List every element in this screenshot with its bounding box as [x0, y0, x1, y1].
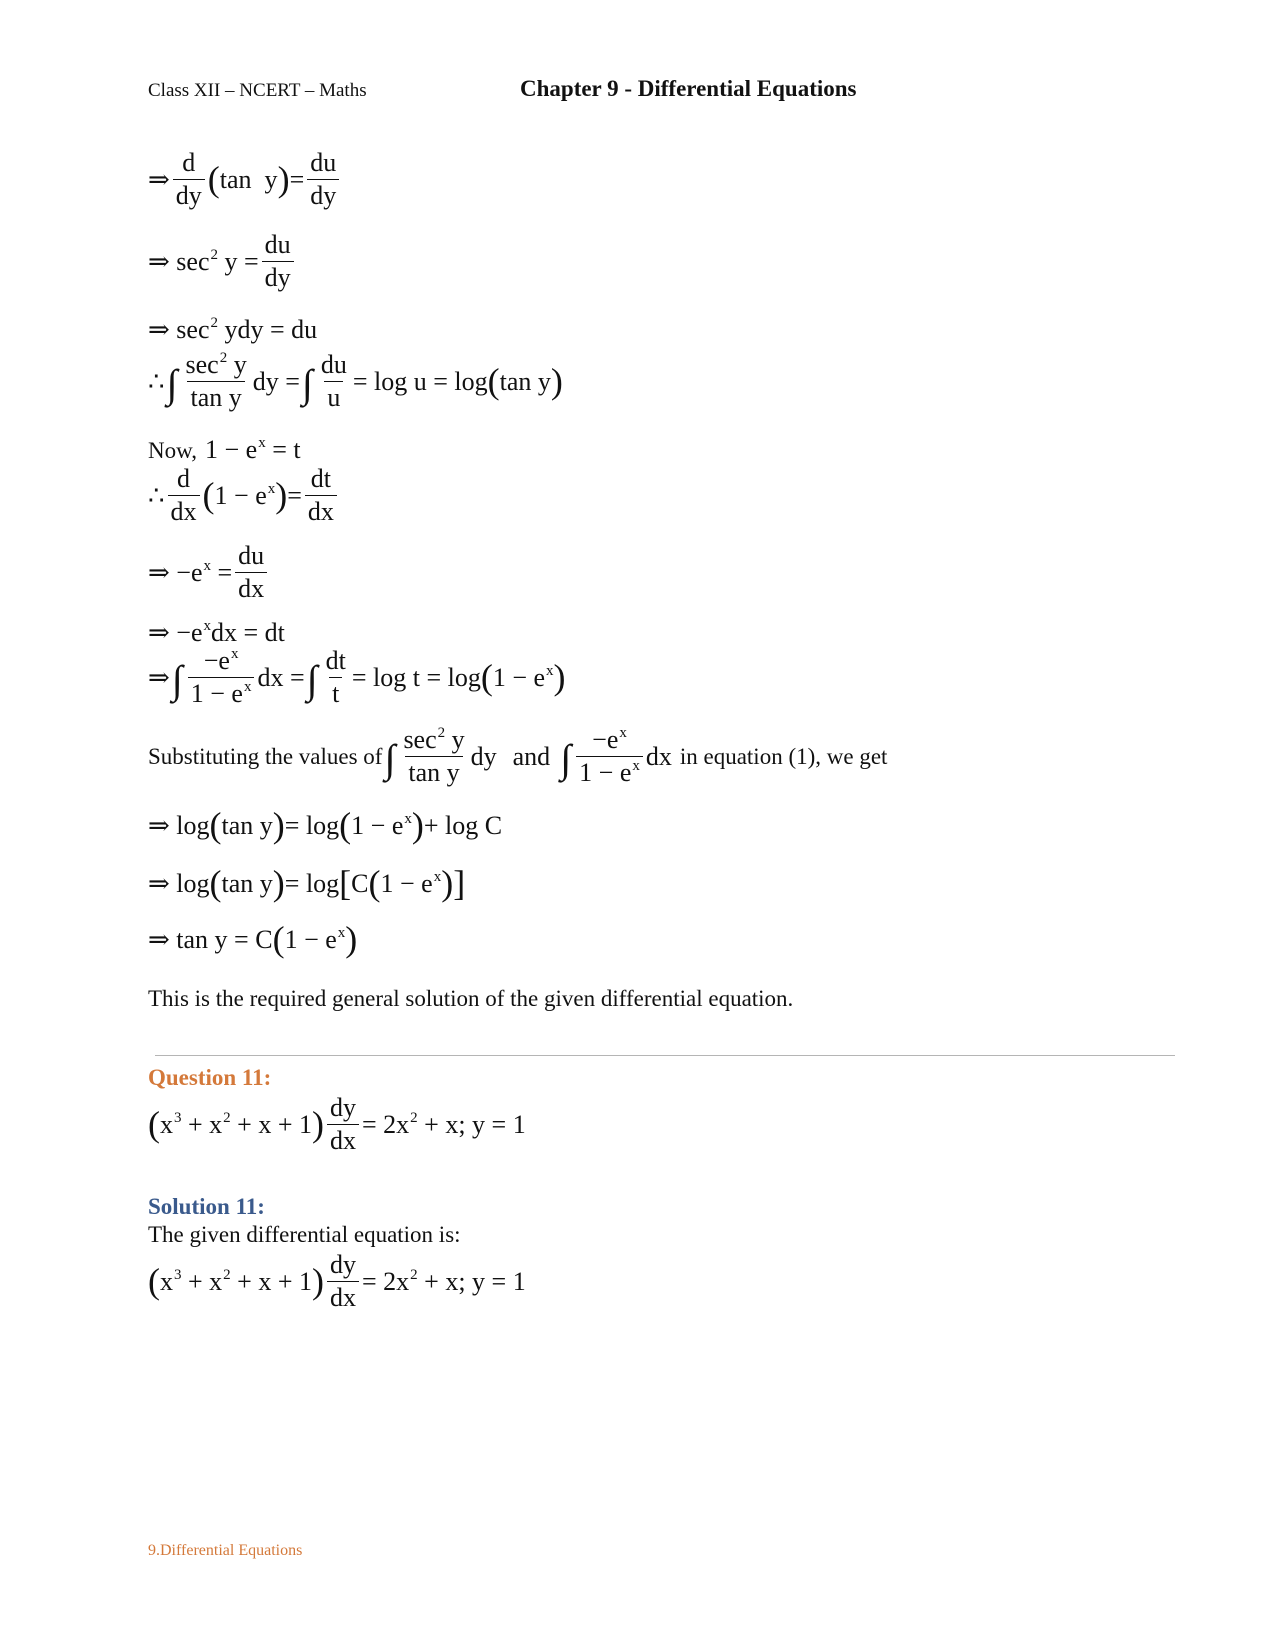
question-title: Question 11:	[148, 1065, 272, 1090]
footer-label: 9.Differential Equations	[148, 1542, 303, 1559]
equation-line-1: ⇒ $\frac{d}{dy}$ ( tan y ) = $\frac{du}{dy}$	[148, 150, 342, 209]
question-equation: ( $x^3 + x^2 + x + 1$ ) $\frac{dy}{dx}$ = $2x^2 + x$; y = 1	[148, 1093, 526, 1155]
equation-line-11: ⇒ log ( tan y ) = log ( $1 - e^x$ ) + log C	[148, 805, 503, 845]
equation-line-8: ⇒ $-e^xdx$ = dt	[148, 618, 285, 647]
solution-title: Solution 11:	[148, 1194, 265, 1219]
solution-equation: ( $x^3 + x^2 + x + 1$ ) $\frac{dy}{dx}$ = $2x^2 + x$; y = 1	[148, 1250, 526, 1312]
conclusion-text: This is the required general solution of the given differential equation.	[148, 986, 794, 1011]
equation-line-13: ⇒ tan y = C ( $1 - e^x$ )	[148, 919, 358, 959]
and-text: and	[512, 741, 551, 771]
equation-line-6: ∴ $\frac{d}{dx}$ ( $1 - e^x$ ) = $\frac{dt}{dx}$	[148, 466, 340, 525]
equation-line-2: ⇒ $\sec^2 y$ = $\frac{du}{dy}$	[148, 232, 297, 291]
equation-line-7: ⇒ $-e^x$ = $\frac{du}{dx}$	[148, 543, 270, 602]
header-chapter-title: Chapter 9 - Differential Equations	[520, 76, 857, 101]
equation-line-12: ⇒ log ( tan y ) = log [ C ( $1 - e^x$ ) ]	[148, 863, 466, 903]
now-label: Now,	[148, 437, 197, 463]
equation-line-9: ⇒ ∫ $\frac{-e^x}{1 - e^x}$ dx = ∫ $\frac{dt}{t}$ = log t = log ( $1 - e^x$ )	[148, 646, 566, 708]
section-divider	[155, 1055, 1175, 1056]
solution-intro: The given differential equation is:	[148, 1222, 461, 1247]
header-class-label: Class XII – NCERT – Maths	[148, 80, 367, 101]
equation-line-3: ⇒ $\sec^2$ ydy = du	[148, 315, 318, 344]
substituting-text: Substituting the values of	[148, 744, 383, 769]
in-equation-text: in equation (1), we get	[679, 744, 888, 769]
equation-line-4: ∴ ∫ $\frac{\sec^2 y}{\text{tan y}}$ dy = ∫ $\frac{du}{u}$ = log u = log ( tan y )	[148, 350, 563, 412]
equation-line-10: Substituting the values of ∫ $\frac{\sec^2 y}{\text{tan y}}$ dy and ∫ $\frac{-e^x}{1 - e^x}$ dx in equation (1), we get	[148, 725, 888, 787]
equation-line-5: Now, $1 - e^x = t$	[148, 435, 301, 464]
